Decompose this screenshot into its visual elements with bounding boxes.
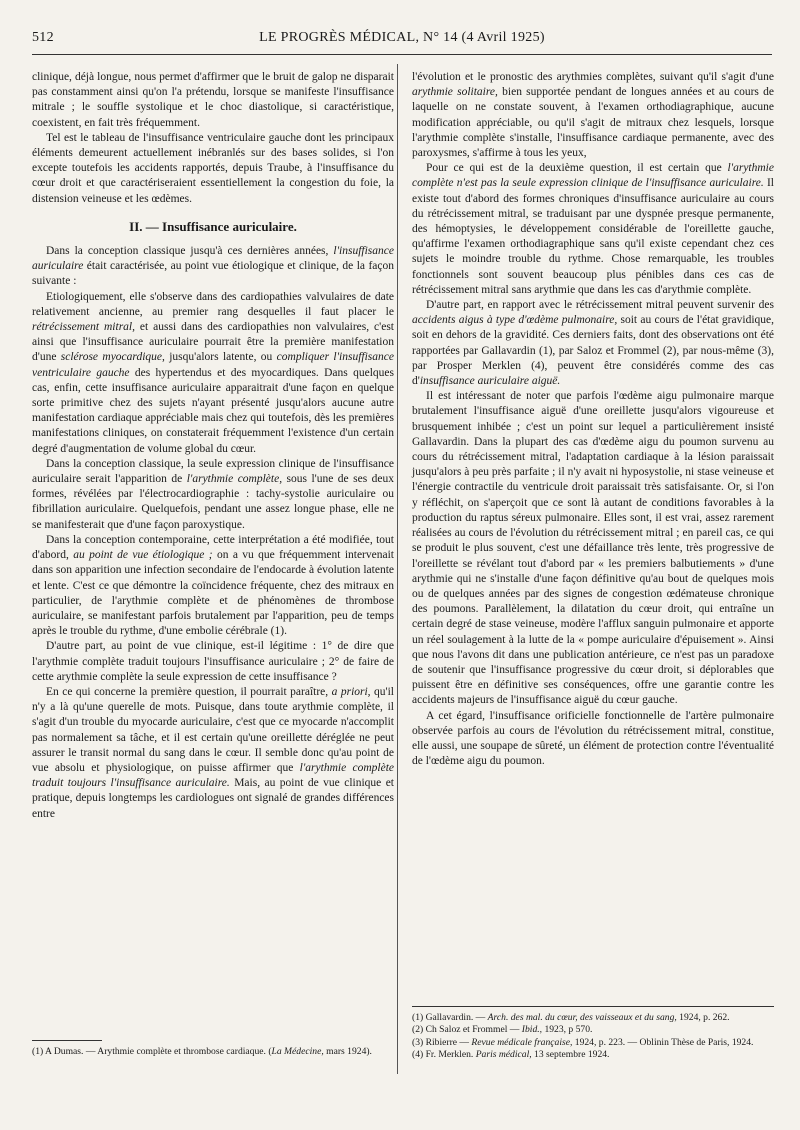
page-number: 512 bbox=[32, 30, 54, 45]
paragraph: Dans la conception contemporaine, cette interprétation a été modifiée, tout d'abord, au point de vue étiologique ; on a vu que fréquemment intervenait dans son apparition une infection secondaire de l'endocarde à évolution latente et lente. C'est ce que démontre la coïncidence fréquente, chez des mitraux en particulier, de l'arythmie complète et de phénomènes de thrombose auriculaire, se manifestant parfois brutalement par l'apparition, peu de temps après le trouble du rythme, d'une embolie cérébrale (1). bbox=[32, 533, 394, 638]
footnote: (1) A Dumas. — Arythmie complète et thrombose cardiaque. (La Médecine, mars 1924). bbox=[32, 1046, 372, 1057]
section-title: II. — Insuffisance auriculaire. bbox=[129, 218, 297, 234]
footnote-rule bbox=[412, 1006, 774, 1007]
footnote: (2) Ch Saloz et Frommel — Ibid., 1923, p 570. bbox=[412, 1024, 593, 1036]
paragraph: En ce qui concerne la première question, il pourrait paraître, a priori, qu'il n'y a là qu'une querelle de mots. Puisque, dans toute arythmie complète, il s'agit d'un trouble du myocarde auriculaire, c'est que ce myocarde n'accomplit pas normalement sa tâche, et il est certain qu'une oreillette déréglée ne peut assurer le transit normal du sang dans le cœur. Il semble donc qu'au point de vue absolu et physiologique, on puisse affirmer que l'arythmie complète traduit toujours l'insuffisance auriculaire. Mais, au point de vue clinique et pratique, depuis longtemps les cardiologues ont signalé de grandes différences entre bbox=[32, 685, 394, 820]
paragraph: clinique, déjà longue, nous permet d'affirmer que le bruit de galop ne disparait pas constamment ainsi qu'on l'a prétendu, lorsque se manifeste l'insuffisance mitrale ; le souffle systolique et le choc diastolique, si caractéristique, coexistent, en fait très fréquemment. bbox=[32, 71, 394, 129]
footnote: (3) Ribierre — Revue médicale française, 1924, p. 223. — Oblinin Thèse de Paris, 1924. bbox=[412, 1036, 754, 1048]
paragraph: A cet égard, l'insuffisance orificielle fonctionnelle de l'artère pulmonaire observée parfois au cours de l'évolution du rétrécissement mitral, constitue, elle aussi, une soupape de sûreté, un élément de protection contre l'éventualité de l'œdème aigu du poumon. bbox=[412, 709, 774, 768]
footnotes-right bbox=[412, 1006, 774, 1062]
running-header bbox=[32, 30, 772, 52]
footnote: (4) Fr. Merklen. Paris médical, 13 septembre 1924. bbox=[412, 1049, 610, 1061]
running-title: LE PROGRÈS MÉDICAL, N° 14 (4 Avril 1925) bbox=[259, 30, 545, 45]
paragraph: Tel est le tableau de l'insuffisance ventriculaire gauche dont les principaux éléments demeurent actuellement inébranlés sur des bases solides, si l'on excepte toutefois les accidents rapportés, depuis Traube, à l'insuffisance du cœur droit et que caractériseraient essentiellement la congestion du foie, la distension veineuse et les œdèmes. bbox=[32, 131, 394, 205]
left-column bbox=[32, 70, 394, 822]
right-column bbox=[412, 70, 774, 769]
footnote: (1) Gallavardin. — Arch. des mal. du cœur, des vaisseaux et du sang, 1924, p. 262. bbox=[412, 1012, 730, 1023]
paragraph: Etiologiquement, elle s'observe dans des cardiopathies valvulaires de date relativement ancienne, au premier rang desquelles il faut placer le rétrécissement mitral, et aussi dans des cardiopathies non valvulaires, c'est ainsi que l'insuffisance auriculaire pourrait être la première manifestation d'une sclérose myocardique, jusqu'alors latente, ou compliquer l'insuffisance ventriculaire gauche des hypertendus et des myocardiques. Dans quelques cas, enfin, cette insuffisance auriculaire apparaitrait d'une façon en quelque sorte primitive chez des sujets n'ayant présenté jusqu'alors aucune autre manifestation cardiaque appréciable mais chez qui toutefois, dès les premières manifestations cliniques, on constaterait fréquemment l'existence d'un certain degré d'augmentation de volume global du cœur. bbox=[32, 290, 395, 455]
paragraph: Dans la conception classique jusqu'à ces dernières années, l'insuffisance auriculaire était caractérisée, au point vue étiologique et clinique, de la façon suivante : bbox=[32, 245, 394, 288]
footnote-rule bbox=[32, 1040, 102, 1041]
paragraph: Pour ce qui est de la deuxième question, il est certain que l'arythmie complète n'est pas la seule expression clinique de l'insuffisance auriculaire. Il existe tout d'abord des formes chroniques d'insuffisance auriculaire au cours du rétrécissement mitral, se traduisant par une dyspnée presque permanente, des hémoptysies, le développement considérable de l'oreillette gauche, qu'affirme l'examen orthodiagraphique sans qu'il existe cependant chez ces sujets le moindre trouble du rythme. Chose remarquable, les troubles fonctionnels sont souvent beaucoup plus pénibles dans ces cas de rétrécissement mitral sans arythmie que dans les cas d'arythmie complète. bbox=[412, 162, 774, 296]
column-divider bbox=[397, 64, 398, 1074]
paragraph: D'autre part, au point de vue clinique, est-il légitime : 1° de dire que l'arythmie complète traduit toujours l'insuffisance auriculaire ; 2° de faire de cette arythmie complète la seule expression de cette insuffisance ? bbox=[32, 640, 394, 683]
paragraph: l'évolution et le pronostic des arythmies complètes, suivant qu'il s'agit d'une arythmie solitaire, bien supportée pendant de longues années et au cours de laquelle on ne constate souvent, à l'examen orthodiagraphique, aucune modification appréciable, ou qu'il s'agit de mitraux chez lesquels, lorsque l'arythmie complète s'installe, l'insuffisance cardiaque permanente, avec des paroxysmes, s'affirme à tous les yeux, bbox=[412, 71, 774, 160]
header-rule bbox=[32, 54, 772, 55]
paragraph: Il est intéressant de noter que parfois l'œdème aigu pulmonaire marque brutalement l'insuffisance aiguë d'une oreillette jusqu'alors vigoureuse et brusquement inhibée ; c'est un point sur lequel a particulièrement insisté Gallavardin. Dans la plupart des cas d'œdème aigu du poumon survenu au cours du rétrécissement mitral, l'adaptation cardiaque à la lésion paraissait jusqu'alors à peu près parfaite ; il n'y avait ni hyposystolie, ni stase veineuse et l'énergie contractile du ventricule droit paraissait très satisfaisante. Or, si l'on y réfléchit, on s'aperçoit que ce sont là autant de conditions favorables à la production du raptus séreux pulmonaire. Elles sont, il est vrai, assez rarement réalisées au cours de l'évolution du rétrécissement mitral ; en pareil cas, ce qui se produit le plus souvent, c'est une défaillance très lente, très progressive de l'oreillette se révélant tout d'abord par « les premiers balbutiements » d'une arythmie qui ne s'installe d'une façon définitive qu'au bout de quelques mois ou de quelques années par des signes de congestion œdémateuse chronique des poumons. Parallèlement, la dilatation du cœur droit, qui entraîne un certain degré de stase veineuse, modère l'afflux sanguin pulmonaire et apporte un réel soulagement à la lutte de la « pompe auriculaire d'épuisement ». Ainsi que nous l'avons dit dans une publication antérieure, ce n'est pas un paradoxe de soutenir que l'insuffisance progressive du cœur droit, si déplorables que puissent être en définitive ses conséquences, offre une garantie contre les accidents majeurs de l'insuffisance aiguë du cœur gauche. bbox=[412, 390, 774, 707]
paragraph: D'autre part, en rapport avec le rétrécissement mitral peuvent survenir des accidents aigus à type d'œdème pulmonaire, soit au cours de l'état gravidique, soit en dehors de la gravidité. Ces derniers faits, dont des observations ont été rapportées par Gallavardin (1), par Saloz et Frommel (2), par nous-même (3), par Prosper Merklen (4), peuvent être considérés comme des cas d'insuffisance auriculaire aiguë. bbox=[412, 299, 774, 388]
paragraph: Dans la conception classique, la seule expression clinique de l'insuffisance auriculaire serait l'apparition de l'arythmie complète, sous l'une de ses deux formes, révélées par l'électrocardiographie : tachy-systolie auriculaire ou fibrillation auriculaire. Quelquefois, pendant une assez longue phase, elle ne se manifesterait que d'une façon paroxystique. bbox=[32, 457, 394, 531]
footnotes-left bbox=[32, 1040, 394, 1058]
